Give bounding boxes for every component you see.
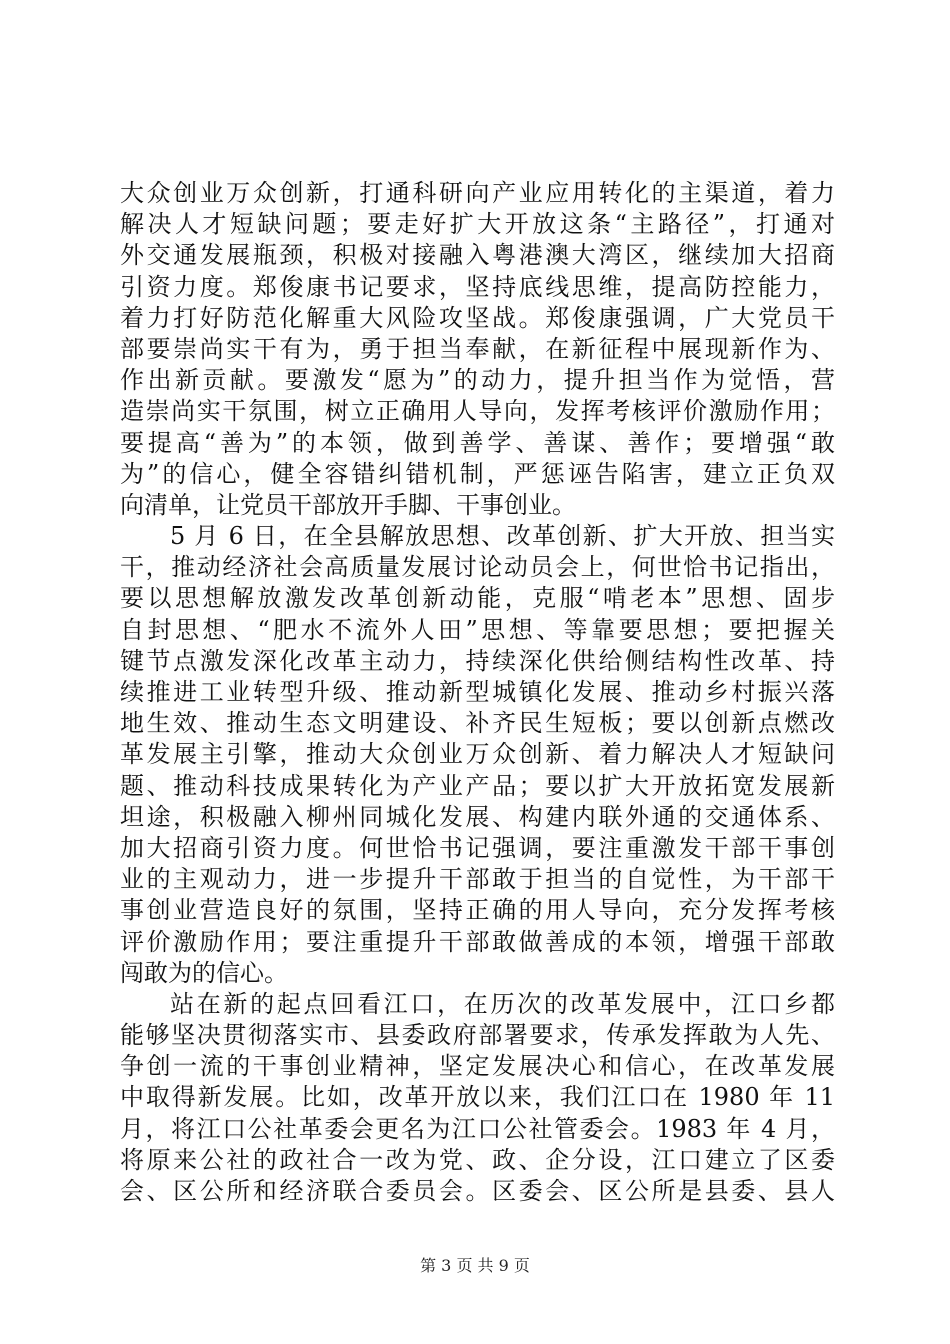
paragraph	[120, 178, 835, 521]
text-line: 坦途，积极融入柳州同城化发展、构建内联外通的交通体系、	[120, 802, 835, 831]
text-line: 地生效、推动生态文明建设、补齐民生短板；要以创新点燃改	[120, 709, 835, 738]
text-line: 大众创业万众创新，打通科研向产业应用转化的主渠道，着力	[120, 179, 835, 207]
text-line: 将原来公社的政社合一改为党、政、企分设，江口建立了区委	[120, 1145, 835, 1174]
text-line: 业的主观动力，进一步提升干部敢于担当的自觉性，为干部干	[120, 865, 835, 894]
text-line: 革发展主引擎，推动大众创业万众创新、着力解决人才短缺问	[120, 740, 835, 769]
text-line: 着力打好防范化解重大风险攻坚战。郑俊康强调，广大党员干	[120, 303, 835, 332]
text-line: 5 月 6 日，在全县解放思想、改革创新、扩大开放、担当实	[170, 522, 835, 551]
text-line: 造崇尚实干氛围，树立正确用人导向，发挥考核评价激励作用；	[120, 397, 835, 426]
text-line: 作出新贡献。要激发“愿为”的动力，提升担当作为觉悟，营	[120, 366, 835, 395]
paragraph	[120, 989, 835, 1207]
text-line: 引资力度。郑俊康书记要求，坚持底线思维，提高防控能力，	[120, 272, 835, 301]
text-line: 中取得新发展。比如，改革开放以来，我们江口在 1980 年 11	[120, 1083, 835, 1112]
text-line: 向清单，让党员干部放开手脚、干事创业。	[120, 490, 576, 519]
text-line: 争创一流的干事创业精神，坚定发展决心和信心，在改革发展	[120, 1052, 835, 1081]
text-line: 续推进工业转型升级、推动新型城镇化发展、推动乡村振兴落	[120, 678, 835, 706]
text-line: 键节点激发深化改革主动力，持续深化供给侧结构性改革、持	[120, 646, 835, 675]
text-line: 事创业营造良好的氛围，坚持正确的用人导向，充分发挥考核	[120, 896, 835, 925]
text-line: 闯敢为的信心。	[120, 958, 288, 987]
text-line: 部要崇尚实干有为，勇于担当奉献，在新征程中展现新作为、	[120, 334, 835, 363]
document-body	[120, 178, 835, 1207]
text-line: 自封思想、“肥水不流外人田”思想、等靠要思想；要把握关	[120, 615, 835, 644]
text-line: 要提高“善为”的本领，做到善学、善谋、善作；要增强“敢	[120, 428, 835, 457]
text-line: 月，将江口公社革委会更名为江口公社管委会。1983 年 4 月，	[120, 1114, 835, 1143]
paragraph	[120, 521, 835, 989]
text-line: 干，推动经济社会高质量发展讨论动员会上，何世恰书记指出，	[120, 553, 835, 582]
text-line: 评价激励作用；要注重提升干部敢做善成的本领，增强干部敢	[120, 927, 835, 956]
page-number-footer: 第 3 页 共 9 页	[420, 1256, 530, 1275]
text-line: 加大招商引资力度。何世恰书记强调，要注重激发干部干事创	[120, 833, 835, 862]
text-line: 站在新的起点回看江口，在历次的改革发展中，江口乡都	[170, 989, 835, 1018]
text-line: 要以思想解放激发改革创新动能，克服“啃老本”思想、固步	[120, 584, 835, 613]
text-line: 外交通发展瓶颈，积极对接融入粤港澳大湾区，继续加大招商	[120, 241, 835, 270]
text-line: 题、推动科技成果转化为产业产品；要以扩大开放拓宽发展新	[120, 771, 835, 800]
text-line: 能够坚决贯彻落实市、县委政府部署要求，传承发挥敢为人先、	[120, 1021, 835, 1050]
text-line: 会、区公所和经济联合委员会。区委会、区公所是县委、县人	[120, 1177, 835, 1205]
text-line: 解决人才短缺问题；要走好扩大开放这条“主路径”，打通对	[120, 210, 835, 239]
text-line: 为”的信心，健全容错纠错机制，严惩诬告陷害，建立正负双	[120, 459, 835, 488]
